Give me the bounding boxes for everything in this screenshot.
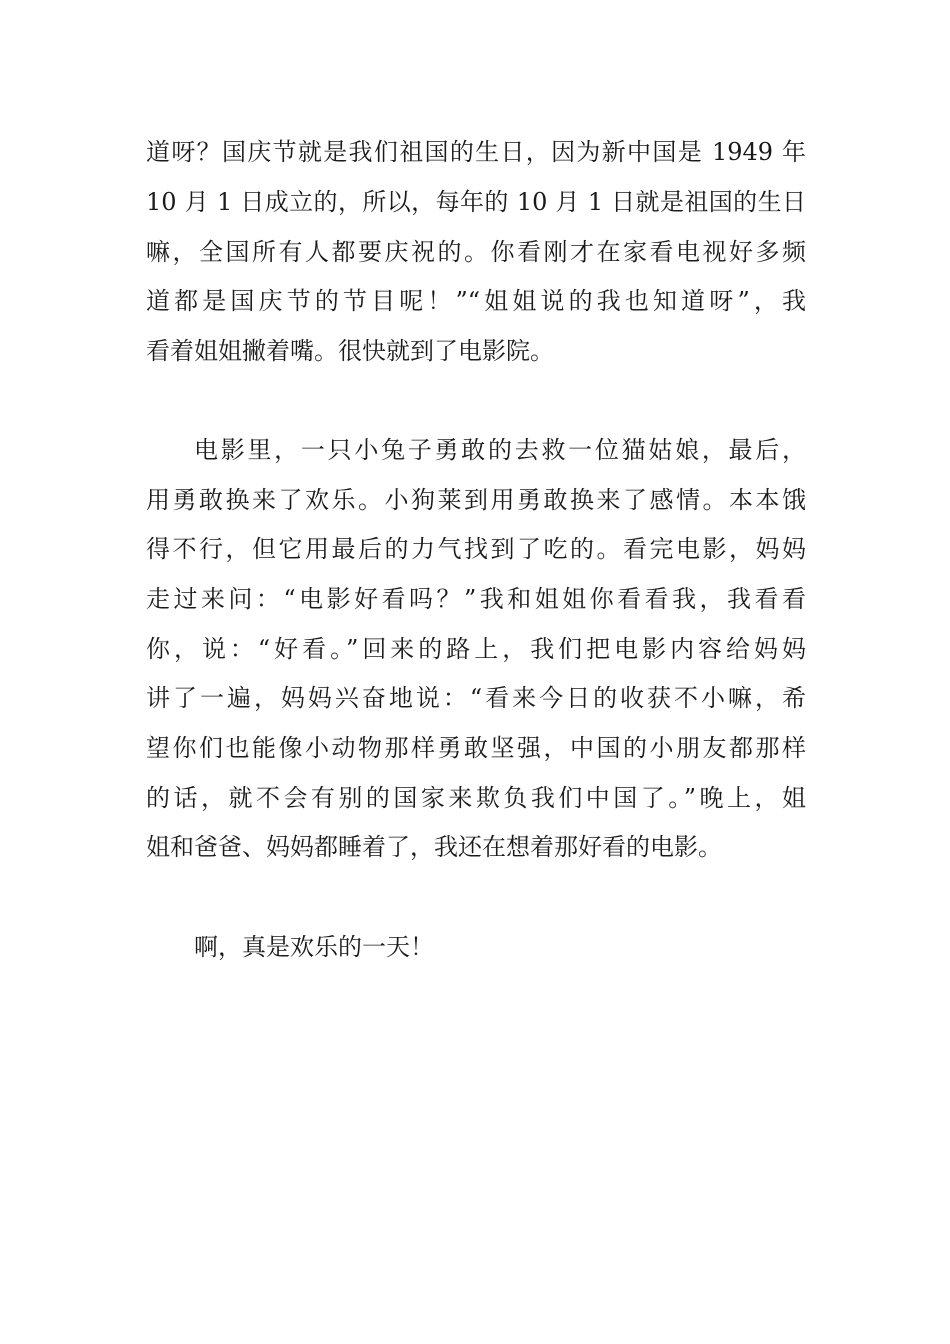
paragraph-3-line-1: 啊，真是欢乐的一天！ [194, 933, 434, 961]
paragraph-2-line-5: 你，说：“好看。”回来的路上，我们把电影内容给妈妈 [146, 635, 806, 663]
paragraph-1-line-2: 10 月 1 日成立的，所以，每年的 10 月 1 日就是祖国的生日 [146, 188, 806, 216]
paragraph-2-line-3: 得不行，但它用最后的力气找到了吃的。看完电影，妈妈 [146, 535, 806, 563]
paragraph-2-line-4: 走过来问：“电影好看吗？”我和姐姐你看看我，我看看 [146, 585, 806, 613]
paragraph-2-line-1: 电影里，一只小兔子勇敢的去救一位猫姑娘，最后， [194, 436, 806, 464]
paragraph-2-line-2: 用勇敢换来了欢乐。小狗莱到用勇敢换来了感情。本本饿 [146, 486, 806, 514]
paragraph-1-line-4: 道都是国庆节的节目呢！”“姐姐说的我也知道呀”，我 [146, 287, 806, 315]
paragraph-1-line-5: 看着姐姐撇着嘴。很快就到了电影院。 [146, 337, 554, 365]
paragraph-2-line-9: 姐和爸爸、妈妈都睡着了，我还在想着那好看的电影。 [146, 833, 722, 861]
paragraph-1-line-1: 道呀？国庆节就是我们祖国的生日，因为新中国是 1949 年 [146, 138, 806, 166]
paragraph-2-line-6: 讲了一遍，妈妈兴奋地说：“看来今日的收获不小嘛，希 [146, 684, 806, 712]
paragraph-1-line-3: 嘛，全国所有人都要庆祝的。你看刚才在家看电视好多频 [146, 238, 806, 266]
paragraph-2-line-7: 望你们也能像小动物那样勇敢坚强，中国的小朋友都那样 [146, 734, 806, 762]
paragraph-2-line-8: 的话，就不会有别的国家来欺负我们中国了。”晚上，姐 [146, 784, 806, 812]
